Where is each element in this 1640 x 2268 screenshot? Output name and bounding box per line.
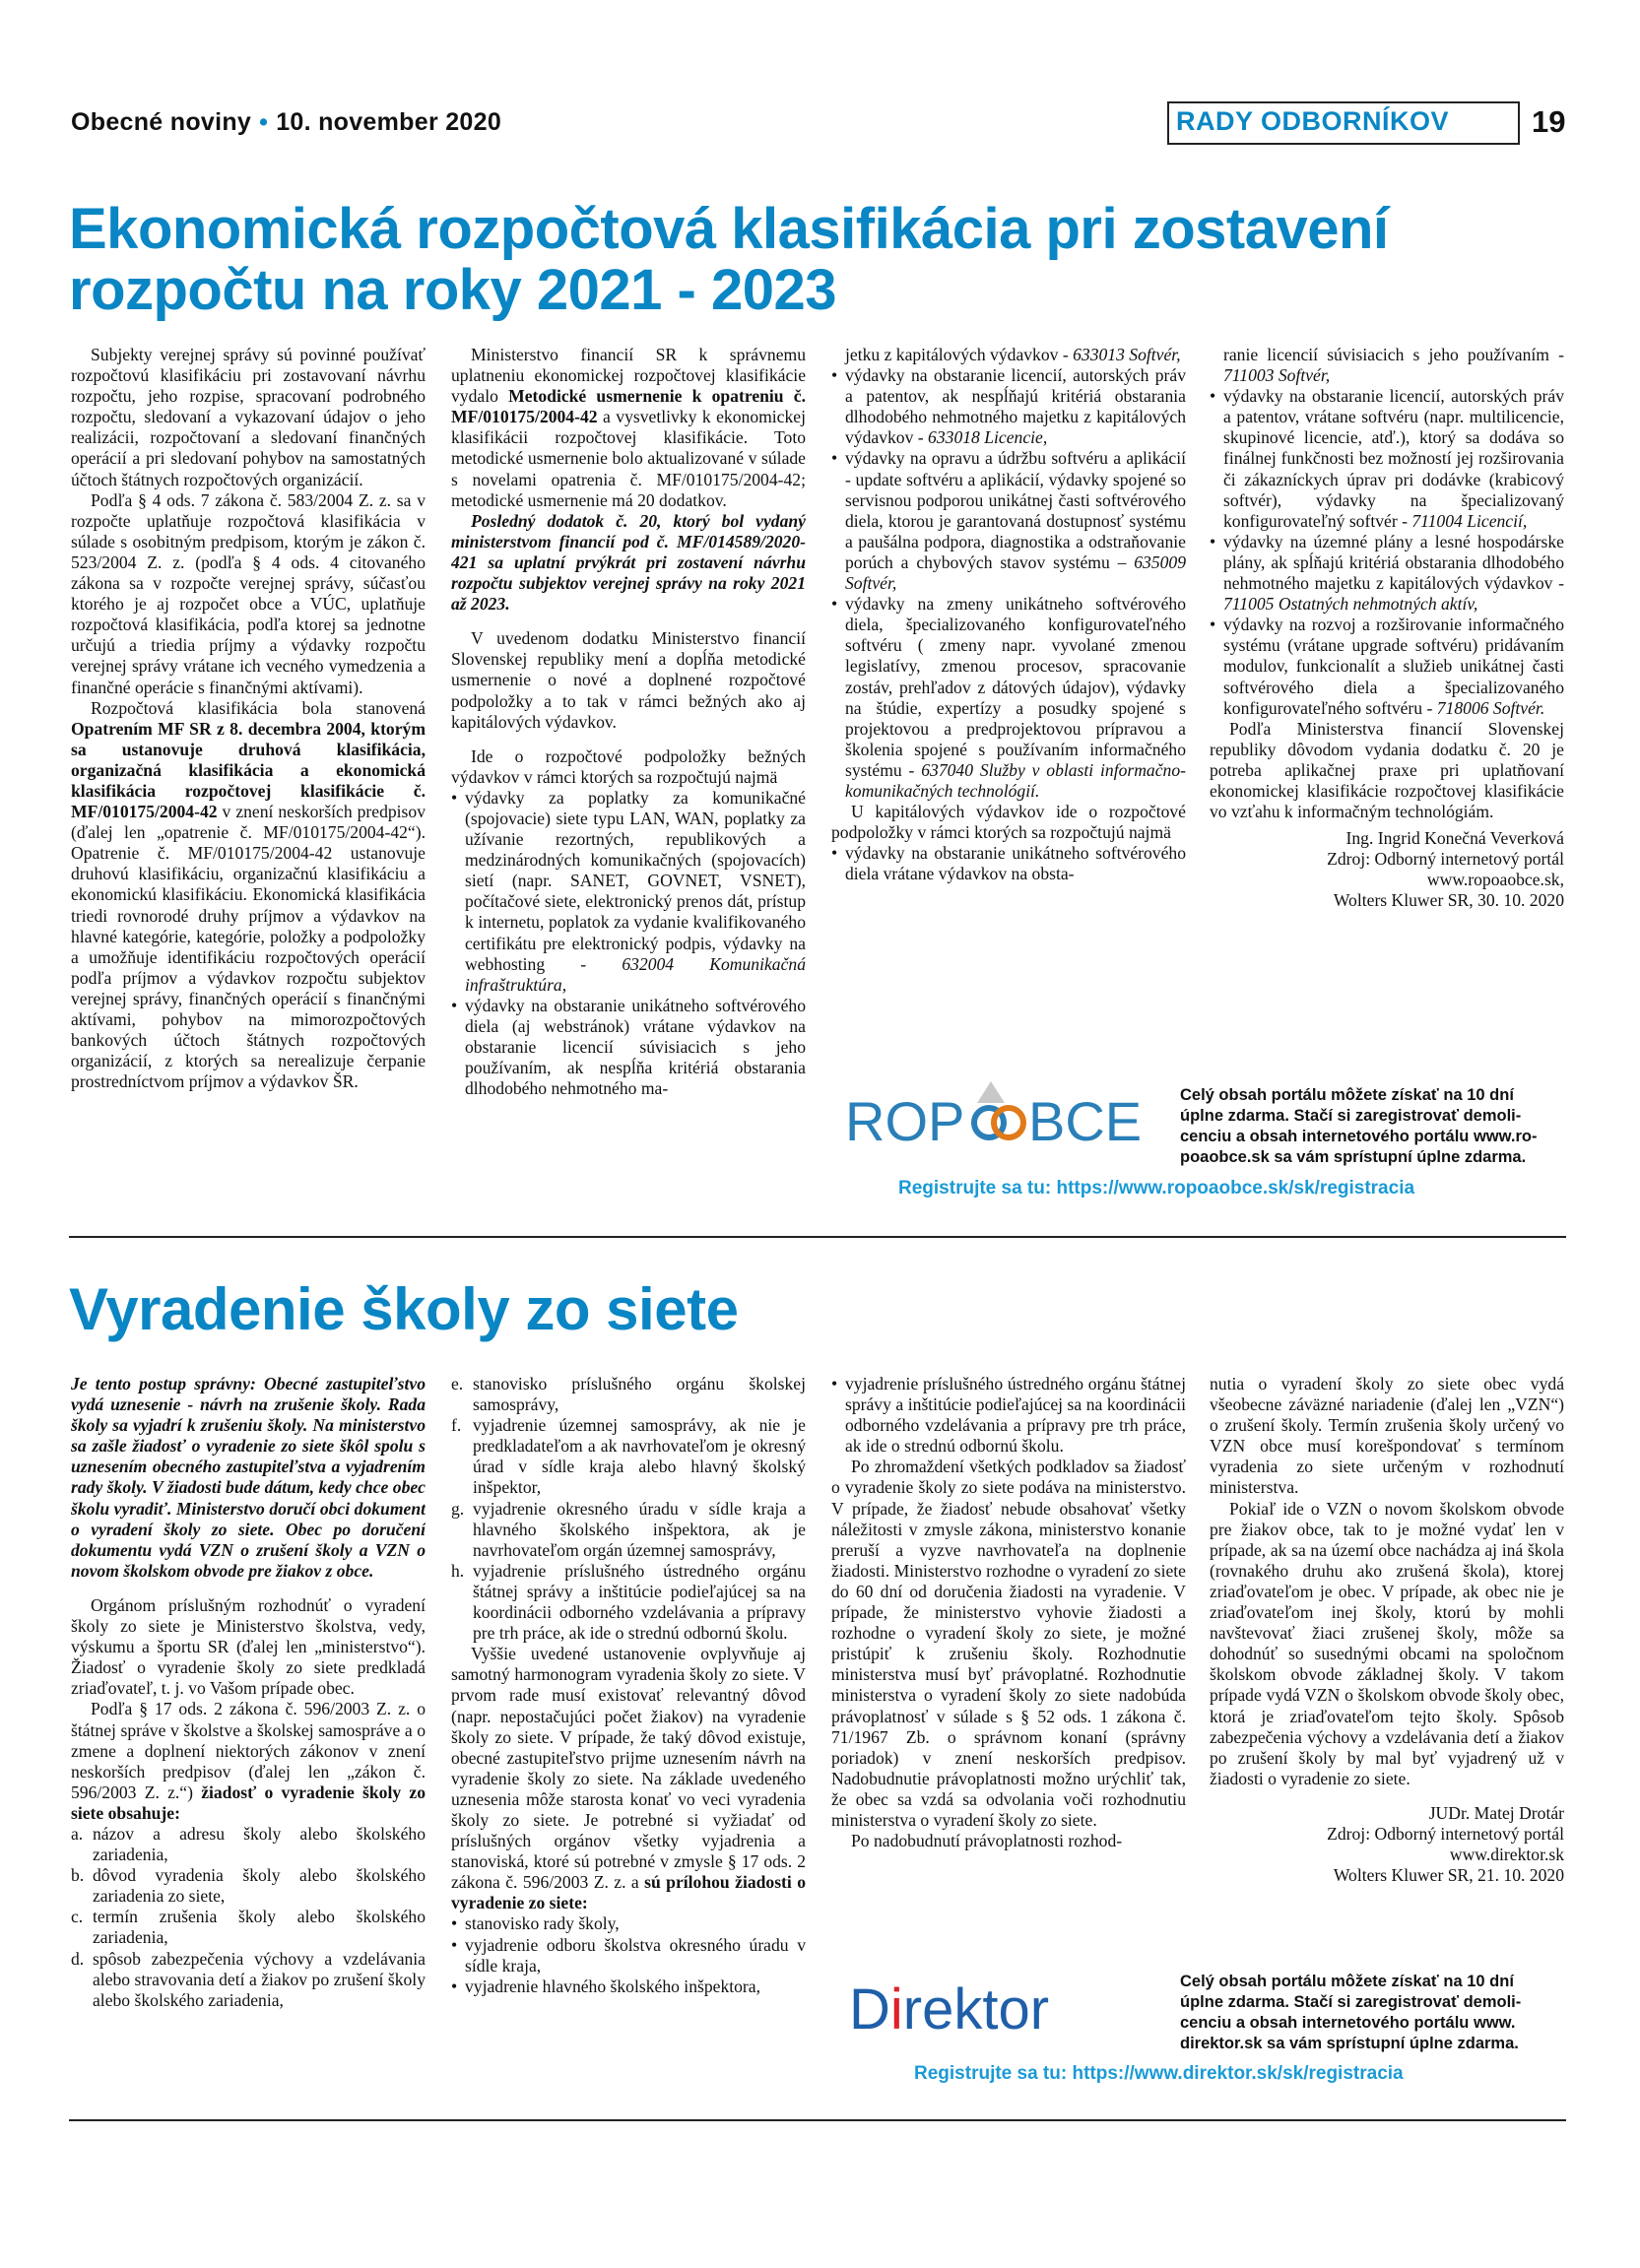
bullet-list — [451, 788, 806, 1099]
list-item: a. názov a adresu školy alebo školského zariadenia, — [71, 1823, 426, 1865]
bullet-list — [451, 1913, 806, 1996]
list-item: • výdavky na rozvoj a rozširovanie informačného systému (vrátane upgrade softvéru) pridávaním modulov, funkcionalít a služieb unikátnej časti softvérového diela a špecializovaného konfigurovateľného softvéru - 718006 Softvér. — [1210, 615, 1564, 718]
list-item: • vyjadrenie odboru školstva okresného úradu v sídle kraja, — [451, 1935, 806, 1976]
article2-column-2 — [451, 1374, 806, 2122]
paragraph: Po zhromaždení všetkých podkladov sa žiadosť o vyradenie školy zo siete podáva na ministerstvo. V prípade, že žiadosť nebude obsahovať všetky náležitosti v zmysle zákona, ministerstvo konanie preruší a vyzve navrhovateľa na doplnenie žiadosti. Ministerstvo rozhodne o vyradení zo siete do 60 dní od doručenia žiadosti na vyradenie. V prípade, že ministerstvo vyhovie žiadosti a rozhodne o vyradení školy zo siete, je možné pristúpiť k zrušeniu školy. Rozhodnutie ministerstva musí byť právoplatné. Rozhodnutie ministerstva o vyradení školy zo siete nadobúda právoplatnosť v súlade s § 52 ods. 1 zákona č. 71/1967 Zb. o správnom konaní (správny poriadok) v znení neskorších predpisov. Nadobudnutie právoplatnosti možno urýchliť tak, že obec sa vzdá sa odvolania voči rozhodnutiu ministerstva o vyradení školy zo siete. — [831, 1457, 1186, 1830]
list-item: d. spôsob zabezpečenia výchovy a vzdelávania alebo stravovania detí a žiakov po zrušení školy alebo školského zariadenia, — [71, 1948, 426, 2010]
publication-name: Obecné noviny — [71, 108, 252, 136]
ad2-registration-link[interactable]: Registrujte sa tu: https://www.direktor.sk/sk/registracia — [914, 2063, 1404, 2084]
list-item: • výdavky na obstaranie licencií, autorských práv a patentov, ak nespĺňajú kritériá obstarania dlhodobého nehmotného majetku z kapitálových výdavkov - 633018 Licencie, — [831, 365, 1186, 448]
lettered-list — [71, 1824, 426, 2011]
list-item: • stanovisko rady školy, — [451, 1913, 806, 1934]
ad1-text: Celý obsah portálu môžete získať na 10 dní úplne zdarma. Stačí si zaregistrovať demoli- cenciu a obsah internetového portálu www.ro- poaobce.sk sa vám sprístupní úplne zdarma. — [1180, 1086, 1538, 1166]
logo-text-left: ROP — [845, 1090, 965, 1152]
bullet-list — [1210, 386, 1564, 719]
masthead — [71, 108, 501, 137]
paragraph: jetku z kapitálových výdavkov - 633013 Softvér, — [845, 345, 1181, 364]
article1-column-4 — [1210, 345, 1564, 1034]
article2-column-3 — [831, 1374, 1186, 1955]
ropoobce-logo — [845, 1073, 1160, 1152]
bottom-rule — [69, 2119, 1566, 2121]
separator-dot: • — [259, 108, 269, 136]
article1-column-3 — [831, 345, 1186, 1034]
logo-text-right: BCE — [1028, 1090, 1143, 1152]
source-line: Zdroj: Odborný internetový portál — [1327, 1823, 1564, 1844]
issue-date: 10. november 2020 — [276, 108, 502, 136]
lead-paragraph: Je tento postup správny: Obecné zastupiteľstvo vydá uznesenie - návrh na zrušenie školy. Rada školy sa vyjadrí k zrušeniu školy. Na ministerstvo sa zašle žiadosť o vyradenie zo siete škôl spolu s uznesením obecného zastupiteľstva a vyjadrením rady školy. V žiadosti bude dátum, kedy chce obec školu vyradiť. Ministerstvo doručí obci dokument o vyradení školy zo siete. Obec po doručení dokumentu vydá VZN o zrušení školy a VZN o novom školskom obvode pre žiakov z obce. — [71, 1374, 426, 1581]
list-item: • vyjadrenie príslušného ústredného orgánu štátnej správy a inštitúcie podieľajúcej sa na koordinácii odborného vzdelávania a prípravy pre trh práce, ak ide o strednú odbornú školu. — [831, 1374, 1186, 1457]
paragraph: Ministerstvo financií SR k správnemu uplatneniu ekonomickej rozpočtovej klasifikácie vydalo Metodické usmernenie k opatreniu č. MF/010175/2004-42 a vysvetlivky k ekonomickej klasifikácii rozpočtovej klasifikácie. Toto metodické usmernenie bolo aktualizované v súlade s novelami opatrenia č. MF/010175/2004-42; metodické usmernenie má 20 dodatkov. — [451, 345, 806, 510]
paragraph: Ide o rozpočtové podpoložky bežných výdavkov v rámci ktorých sa rozpočtujú najmä — [451, 745, 806, 787]
lettered-list — [451, 1374, 806, 1644]
list-item: • vyjadrenie hlavného školského inšpektora, — [451, 1976, 806, 1997]
section-divider — [69, 1236, 1566, 1238]
page-number: 19 — [1532, 104, 1566, 139]
paragraph: Pokiaľ ide o VZN o novom školskom obvode pre žiakov obce, tak to je možné vydať len v prípade, ak sa na území obce nachádza aj iná škola (rovnakého druhu ako zrušená škola), ktorej zriaďovateľom je obec. V prípade, ak obec nie je zriaďovateľom inej školy, ktorú by mohli navštevovať žiaci zrušenej školy, môže sa dohodnúť so susednými obcami na spoločnom školskom obvode základnej školy. V takom prípade vydá VZN o školskom obvode školy obec, ktorá je zriaďovateľom tejto školy. Spôsob zabezpečenia výchovy a vzdelávania detí a žiakov po zrušení školy by mal byť vyjadrený už v žiadosti o vyradenie zo siete. — [1210, 1498, 1564, 1788]
list-item: • výdavky na obstaranie unikátneho softvérového diela (aj webstránok) vrátane výdavkov na obstaranie licencií súvisiacich s jeho používaním, ak nespĺňa kritériá obstarania dlhodobého nehmotného ma- — [451, 996, 806, 1099]
list-item: • výdavky na obstaranie licencií, autorských práv a patentov, vrátane softvéru (napr. multilicencie, skupinové licencie, atď.), ktorý sa dodáva so finálnej funkčnosti bez možností jej rozširovania či zákazníckych úprav pri dodávke (krabicový softvér), výdavky na špecializovaný konfigurovateľný softvér - 711004 Licencií, — [1210, 386, 1564, 532]
list-item: • výdavky za poplatky za komunikačné (spojovacie) siete typu LAN, WAN, poplatky za užívanie rezortných, republikových a medzinárodných komunikačných (spojovacích) sietí (napr. SANET, GOVNET, VSNET), počítačové siete, elektronický prenos dát, prístup k internetu, poplatok za vydanie kvalifikovaného certifikátu pre elektronický podpis, výdavky na webhosting - 632004 Komunikačná infraštruktúra, — [451, 788, 806, 996]
direktor-logo — [849, 1970, 1164, 2048]
source-date: Wolters Kluwer SR, 21. 10. 2020 — [1333, 1865, 1564, 1886]
article1-column-1 — [71, 345, 426, 1231]
list-item: e. stanovisko príslušného orgánu školskej samosprávy, — [451, 1374, 806, 1415]
paragraph: Podľa Ministerstva financií Slovenskej republiky dôvodom vydania dodatku č. 20 je potreba aplikačnej praxe pri uplatňovaní ekonomickej klasifikácie rozpočtovej klasifikácie vo vzťahu k informačným technológiám. — [1210, 718, 1564, 822]
list-item: f. vyjadrenie územnej samosprávy, ak nie je predkladateľom a ak navrhovateľom je okresný úrad v sídle kraja alebo hlavný školský inšpektor, — [451, 1415, 806, 1498]
paragraph: Orgánom príslušným rozhodnúť o vyradení školy zo siete je Ministerstvo školstva, vedy, výskumu a športu SR (ďalej len „ministerstvo“). Žiadosť o vyradenie školy zo siete predkladá zriaďovateľ, t. j. vo Vašom prípade obec. — [71, 1594, 426, 1699]
article1-column-2 — [451, 345, 806, 1231]
article2-column-1 — [71, 1374, 426, 2122]
list-item: c. termín zrušenia školy alebo školského zariadenia, — [71, 1907, 426, 1948]
logo-text: Direktor — [849, 1977, 1050, 2041]
author-name: JUDr. Matej Drotár — [1428, 1802, 1564, 1823]
paragraph: ranie licencií súvisiacich s jeho používaním - 711003 Softvér, — [1223, 345, 1564, 386]
paragraph: nutia o vyradení školy zo siete obec vydá všeobecne záväzné nariadenie (ďalej len „VZN“) o zrušení školy. Termín zrušenia školy určený vo VZN obce musí korešpondovať s termínom vyradenia zo siete určeným v rozhodnutí ministerstva. — [1210, 1374, 1564, 1498]
article2-title: Vyradenie školy zo siete — [69, 1276, 739, 1342]
paragraph: Po nadobudnutí právoplatnosti rozhod- — [851, 1831, 1123, 1851]
paragraph: U kapitálových výdavkov ide o rozpočtové podpoložky v rámci ktorých sa rozpočtujú najmä — [831, 802, 1186, 843]
paragraph: Podľa § 17 ods. 2 zákona č. 596/2003 Z. z. o štátnej správe v školstve a školskej samospráve a o zmene a doplnení niektorých zákonov v znení neskorších predpisov (ďalej len „zákon č. 596/2003 Z. z.“) žiadosť o vyradenie školy zo siete obsahuje: — [71, 1699, 426, 1823]
ad1-registration-link[interactable]: Registrujte sa tu: https://www.ropoaobce.sk/sk/registracia — [898, 1178, 1415, 1199]
source-line: Zdroj: Odborný internetový portál — [1327, 849, 1564, 870]
list-item: • výdavky na obstaranie unikátneho softvérového diela vrátane výdavkov na obsta- — [831, 843, 1186, 884]
source-url: www.direktor.sk — [1449, 1845, 1564, 1865]
source-url: www.ropoaobce.sk, — [1426, 870, 1564, 890]
paragraph: Podľa § 4 ods. 7 zákona č. 583/2004 Z. z. sa v rozpočte uplatňuje rozpočtová klasifikácia v súlade s osobitným predpisom, ktorým je zákon č. 523/2004 Z. z. (podľa § 4 ods. 4 citovaného zákona sa v rozpočte verejnej správy, súčasťou ktorého je aj rozpočet obce a VÚC, uplatňuje rozpočtová klasifikácia, podľa ktorej sa jednotne určujú a triedia príjmy a výdavky rozpočtu verejnej správy vrátane ich vecného vymedzenia a finančné operácie s finančnými aktívami). — [71, 489, 426, 697]
list-item: h. vyjadrenie príslušného ústredného orgánu štátnej správy a inštitúcie podieľajúcej sa na koordinácii odborného vzdelávania a prípravy pre trh práce, ak ide o strednú odbornú školu. — [451, 1560, 806, 1644]
article1-title: Ekonomická rozpočtová klasifikácia pri zostavení rozpočtu na roky 2021 - 2023 — [69, 197, 1389, 322]
paragraph: Subjekty verejnej správy sú povinné používať rozpočtovú klasifikáciu pri zostavovaní návrhu rozpočtu, jeho rozpise, spracovaní podrobného rozpočtu, sledovaní a vykazovaní údajov o jeho realizácii, rozpočtovaní a sledovaní finančných operácií a pri sledovaní pohybov na samostatných účtoch štátnych rozpočtových organizácií. — [71, 345, 426, 489]
paragraph: Posledný dodatok č. 20, ktorý bol vydaný ministerstvom financií pod č. MF/014589/2020-421 sa uplatní prvýkrát pri zostavení návrhu rozpočtu subjektov verejnej správy na roky 2021 až 2023. — [451, 510, 806, 615]
bullet-list — [831, 843, 1186, 884]
bullet-list — [831, 1374, 1186, 1457]
bullet-list — [831, 365, 1186, 802]
paragraph: Vyššie uvedené ustanovenie ovplyvňuje aj samotný harmonogram vyradenia školy zo siete. V prvom rade musí existovať relevantný dôvod (napr. nepostačujúci počet žiakov) na vyradenie školy zo siete. V prípade, že taký dôvod existuje, obecné zastupiteľstvo prijme uznesením návrh na vyradenie školy zo siete. Na základe uvedeného uznesenia môže starosta konať vo veci vyradenia školy zo siete. Je potrebné si vyžiadať od príslušných orgánov všetky vyjadrenia a stanoviská, ktoré sú potrebné v zmysle § 17 ods. 2 zákona č. 596/2003 Z. z. a sú prílohou žiadosti o vyradenie zo siete: — [451, 1644, 806, 1913]
list-item: b. dôvod vyradenia školy alebo školského zariadenia zo siete, — [71, 1865, 426, 1907]
logo-triangle-icon — [977, 1081, 1005, 1103]
paragraph: V uvedenom dodatku Ministerstvo financií Slovenskej republiky mení a dopĺňa metodické usmernenie o nové a doplnené rozpočtové podpoložky a to tak v rámci bežných ako aj kapitálových výdavkov. — [451, 628, 806, 732]
list-item: • výdavky na územné plány a lesné hospodárske plány, ak spĺňajú kritériá obstarania dlhodobého nehmotného majetku z kapitálových výdavkov - 711005 Ostatných nehmotných aktív, — [1210, 532, 1564, 615]
author-name: Ing. Ingrid Konečná Veverková — [1345, 828, 1564, 849]
list-item: • výdavky na zmeny unikátneho softvérového diela, špecializovaného konfigurovateľného softvéru ( zmeny napr. vyvolané zmenou legislatívy, zmenou procesov, spracovanie zostáv, prehľadov z dátových údajov), výdavky na štúdie, expertízy a posudky spojené s projektovou a predprojektovou prípravou a školenia spojené s používaním informačného systému - 637040 Služby v oblasti informačno-komunikačných technológií. — [831, 594, 1186, 802]
ad2-text: Celý obsah portálu môžete získať na 10 dní úplne zdarma. Stačí si zaregistrovať demoli- cenciu a obsah internetového portálu www. direktor.sk sa vám sprístupní úplne zdarma. — [1180, 1973, 1522, 2052]
paragraph: Rozpočtová klasifikácia bola stanovená Opatrením MF SR z 8. decembra 2004, ktorým sa ustanovuje druhová klasifikácia, organizačná klasifikácia a ekonomická klasifikácia rozpočtovej klasifikácie č. MF/010175/2004-42 v znení neskorších predpisov (ďalej len „opatrenie č. MF/010175/2004-42“). Opatrenie č. MF/010175/2004-42 ustanovuje druhovú klasifikáciu, organizačnú klasifikáciu a ekonomickú klasifikáciu. Ekonomická klasifikácia triedi rovnorodé druhy príjmov a výdavkov na hlavné kategórie, kategórie, položky a podpoložky a umožňuje identifikáciu rozpočtových operácií podľa príjmov a výdavkov rozpočtu subjektov verejnej správy, finančných operácií s finančnými aktívami, pohybov na mimorozpočtových bankových účtoch štátnych rozpočtových organizácií, z ktorých sa nerealizuje čerpanie prostredníctvom príjmov a výdavkov ŠR. — [71, 697, 426, 1092]
source-date: Wolters Kluwer SR, 30. 10. 2020 — [1333, 890, 1564, 911]
list-item: g. vyjadrenie okresného úradu v sídle kraja a hlavného školského inšpektora, ak je navrhovateľom orgán územnej samosprávy, — [451, 1498, 806, 1560]
section-title: RADY ODBORNÍKOV — [1176, 106, 1450, 136]
article2-column-4 — [1210, 1374, 1564, 1955]
list-item: • výdavky na opravu a údržbu softvéru a aplikácií - update softvéru a aplikácií, výdavky spojené so servisnou podporou unikátnej časti softvérového diela, ktorou je garantovaná dostupnosť systému a paušálna podpora, diagnostika a odstraňovanie porúch a chybových stavov systému – 635009 Softvér, — [831, 448, 1186, 594]
